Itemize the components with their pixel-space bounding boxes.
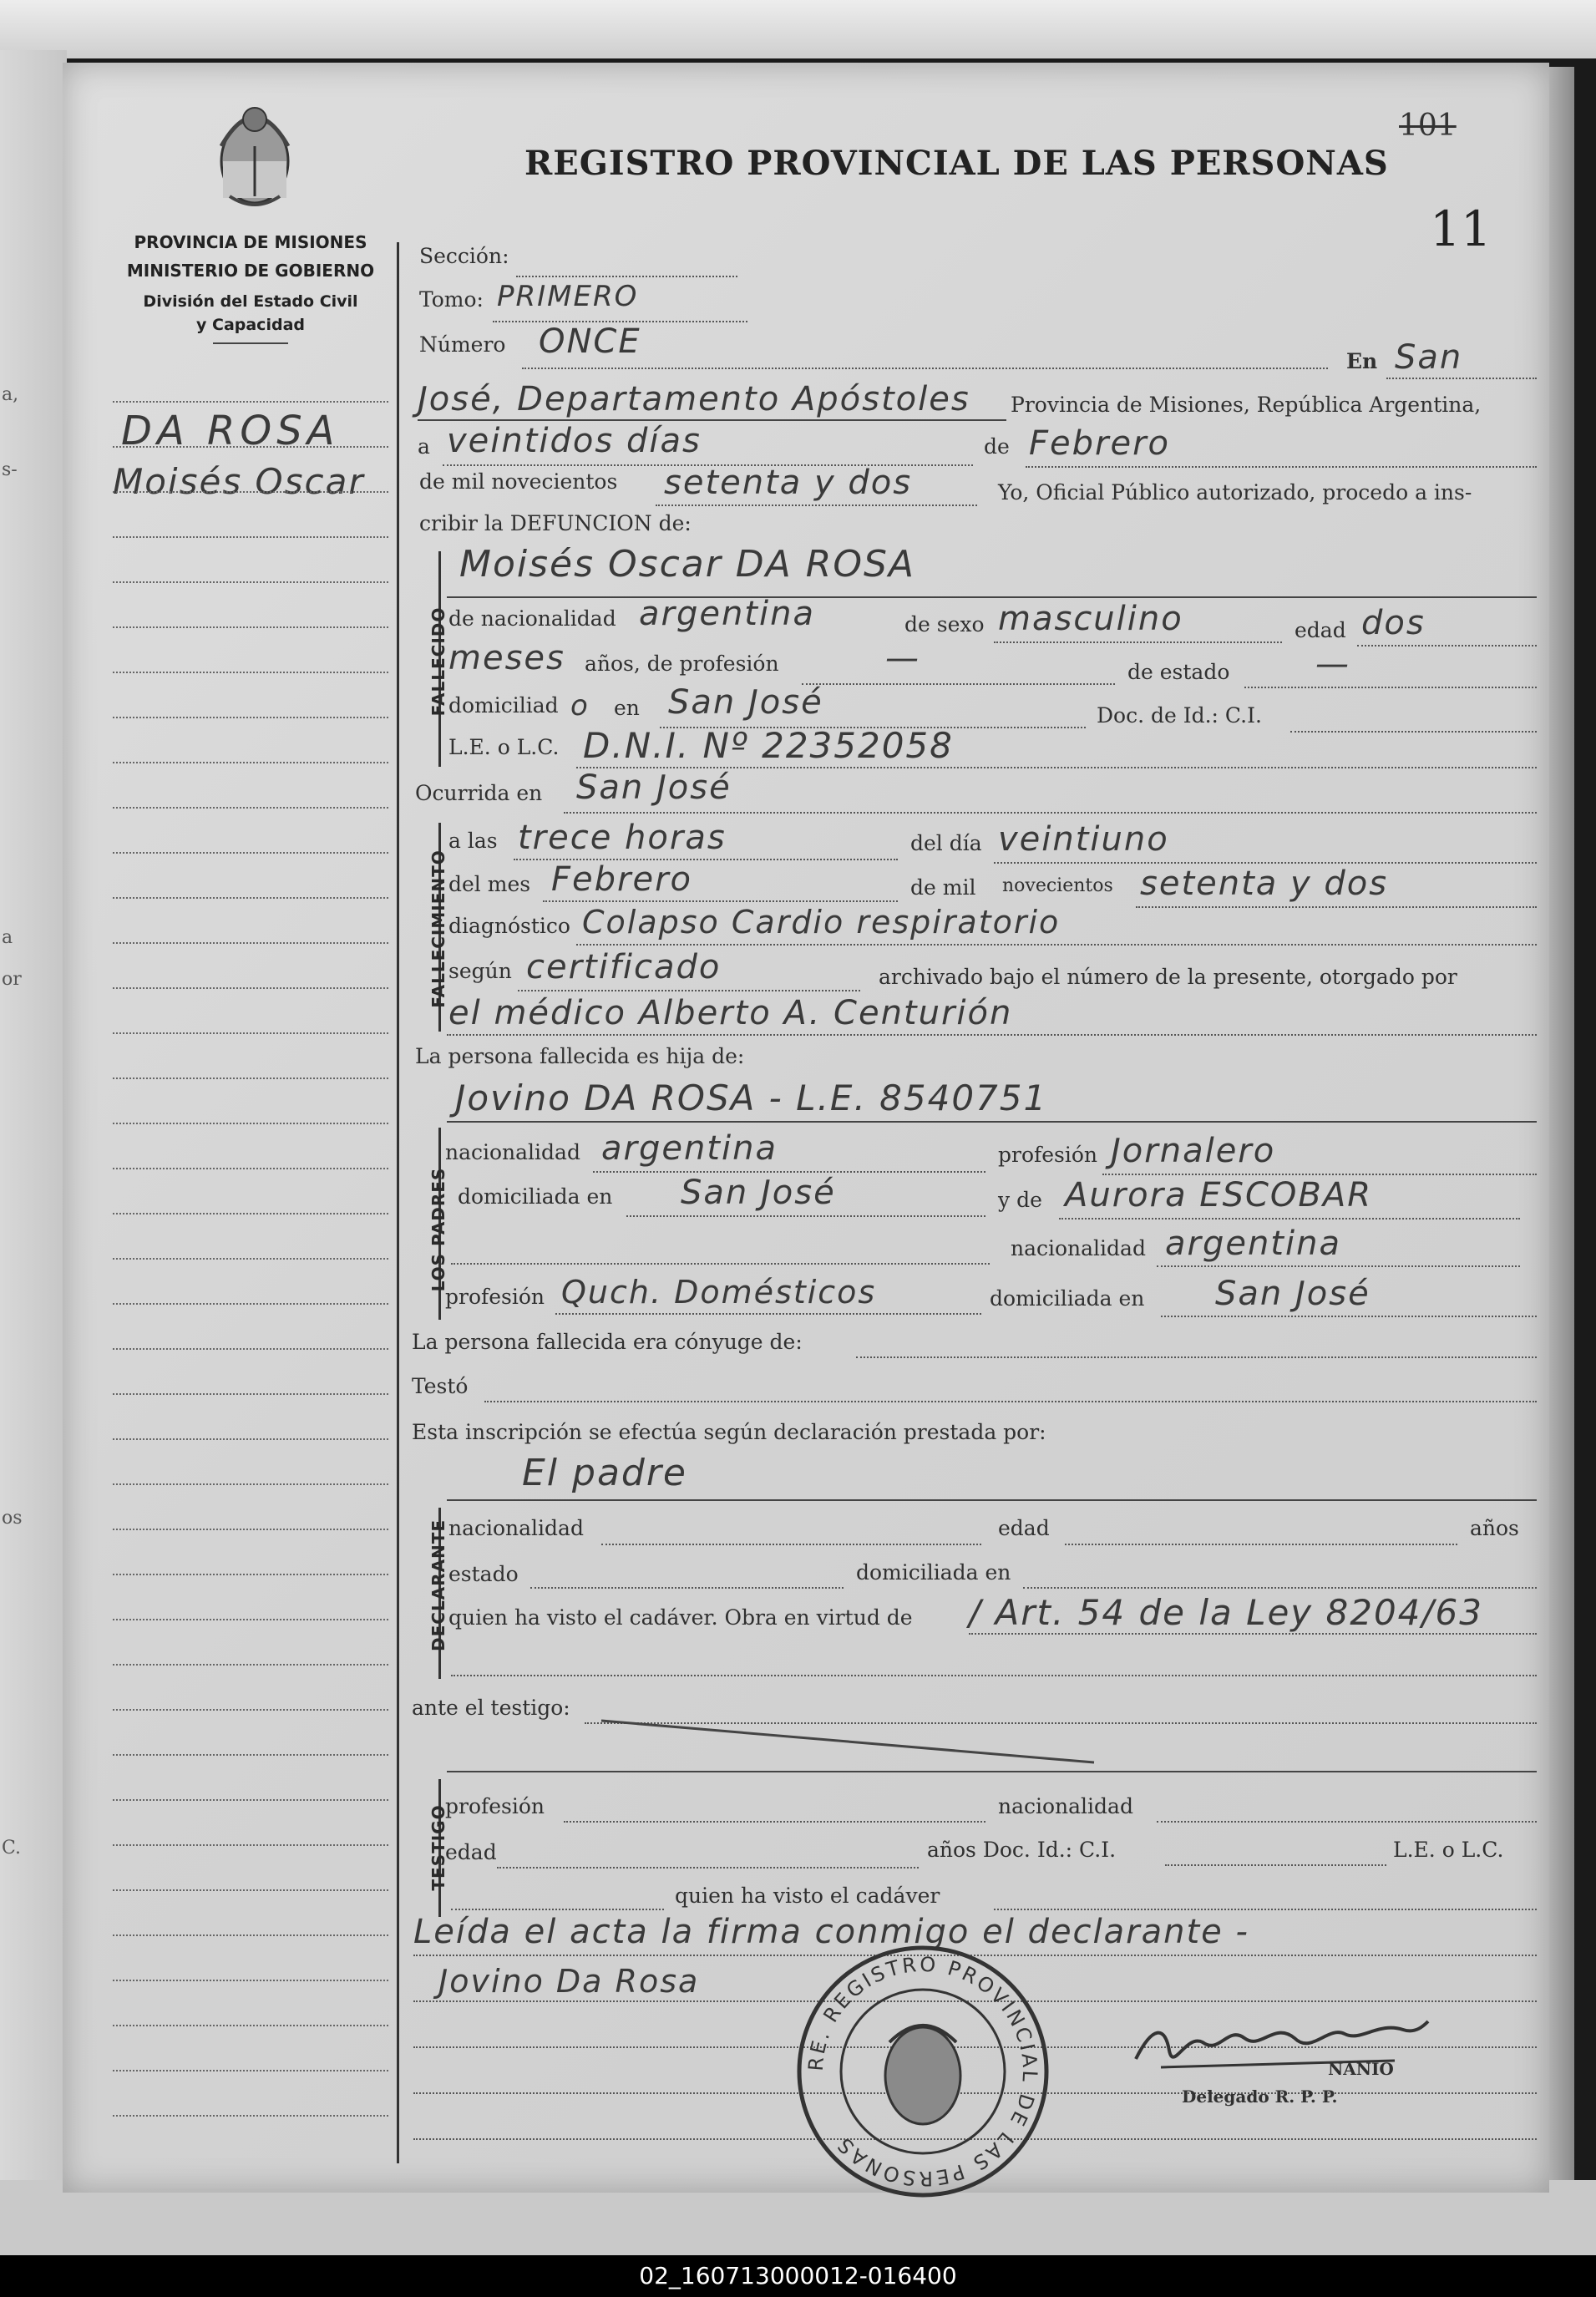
anio-fallec-value: setenta y dos xyxy=(1140,865,1389,903)
margin-ruled-line xyxy=(113,2070,388,2071)
tomo-label: Tomo: xyxy=(419,287,484,312)
margin-ruled-line xyxy=(113,987,388,989)
le-lc-label: L.E. o L.C. xyxy=(448,735,560,759)
seccion-label: Sección: xyxy=(419,244,509,268)
margin-ruled-line xyxy=(113,1889,388,1891)
de-mil-label: de mil novecientos xyxy=(419,469,618,494)
province-name: PROVINCIA DE MISIONES xyxy=(134,232,367,252)
scan-top-edge xyxy=(0,0,1596,58)
oficial-label: Yo, Oficial Público autorizado, procedo a ins- xyxy=(998,480,1472,505)
section-fallecimiento: FALLECIMIENTO xyxy=(428,849,448,1008)
section-fallecido: FALLECIDO xyxy=(428,606,448,717)
sexo-label: de sexo xyxy=(904,612,985,636)
anio-value: setenta y dos xyxy=(664,464,913,502)
margin-ruled-line xyxy=(113,1168,388,1169)
inscripcion-label: Esta inscripción se efectúa según declaración prestada por: xyxy=(412,1420,1046,1444)
a-label: a xyxy=(418,434,430,459)
margin-ruled-line xyxy=(113,626,388,628)
numero-label: Número xyxy=(419,332,506,357)
page-title: REGISTRO PROVINCIAL DE LAS PERSONAS xyxy=(524,144,1389,183)
ante-testigo-label: ante el testigo: xyxy=(412,1696,570,1720)
anos-profesion-label: años, de profesión xyxy=(585,652,779,676)
ocurrida-value: San José xyxy=(576,768,732,807)
declarante-edad-label: edad xyxy=(998,1516,1050,1540)
margin-ruled-line xyxy=(113,1844,388,1846)
section-declarante: DECLARANTE xyxy=(428,1519,448,1651)
domiciliad-suffix: o xyxy=(570,689,590,723)
left-page-fragment: s- xyxy=(2,459,18,480)
domiciliad-label: domiciliad xyxy=(448,693,559,717)
margin-ruled-line xyxy=(113,1709,388,1711)
testigo-anos-doc-label: años Doc. Id.: C.I. xyxy=(927,1838,1117,1862)
margin-ruled-line xyxy=(113,762,388,763)
margin-ruled-line xyxy=(113,1303,388,1305)
margin-ruled-line xyxy=(113,807,388,809)
cribir-label: cribir la DEFUNCION de: xyxy=(419,511,692,535)
margin-ruled-line xyxy=(113,2115,388,2117)
en-label: En xyxy=(1346,349,1378,373)
signer-name: NANIO xyxy=(1328,2059,1394,2079)
diagnostico-label: diagnóstico xyxy=(448,914,570,938)
deceased-name: Moisés Oscar DA ROSA xyxy=(459,543,915,586)
margin-ruled-line xyxy=(113,1032,388,1034)
margin-ruled-line xyxy=(113,401,388,403)
diagnostico-value: Colapso Cardio respiratorio xyxy=(582,904,1061,941)
hija-de-label: La persona fallecida es hija de: xyxy=(415,1044,745,1068)
y-de-label: y de xyxy=(998,1188,1042,1212)
margin-ruled-line xyxy=(113,1348,388,1350)
declarante-anos-label: años xyxy=(1470,1516,1519,1540)
margin-ruled-line xyxy=(113,942,388,944)
en-place-value: San xyxy=(1395,338,1463,377)
madre-value: Aurora ESCOBAR xyxy=(1065,1176,1372,1214)
edad-value: dos xyxy=(1361,604,1426,642)
madre-domicilio-value: San José xyxy=(1215,1275,1371,1313)
padre-domicilio-label: domiciliada en xyxy=(458,1184,613,1209)
tomo-value: PRIMERO xyxy=(497,280,639,313)
obra-virtud-value: / Art. 54 de la Ley 8204/63 xyxy=(969,1592,1483,1633)
padre-value: Jovino DA ROSA - L.E. 8540751 xyxy=(455,1078,1048,1118)
margin-ruled-line xyxy=(113,672,388,673)
margin-ruled-line xyxy=(113,852,388,854)
de-label: de xyxy=(984,434,1010,459)
margin-ruled-line xyxy=(113,1664,388,1666)
domicilio-en-label: en xyxy=(614,696,640,720)
padre-nacionalidad-value: argentina xyxy=(601,1129,778,1168)
margin-ruled-line xyxy=(113,1619,388,1620)
dni-value: D.N.I. Nº 22352058 xyxy=(583,725,954,766)
estado-value: — xyxy=(1315,645,1350,683)
madre-profesion-value: Quch. Domésticos xyxy=(561,1274,877,1311)
testigo-profesion-label: profesión xyxy=(445,1794,545,1818)
margin-ruled-line xyxy=(113,1574,388,1575)
doc-id-label: Doc. de Id.: C.I. xyxy=(1097,703,1262,728)
left-page-fragment: os xyxy=(2,1508,23,1529)
page-number: 11 xyxy=(1430,200,1492,257)
segun-value: certificado xyxy=(526,948,722,986)
testigo-edad-label: edad xyxy=(445,1840,497,1864)
closing-line-1: Leída el acta la firma conmigo el declarante - xyxy=(413,1913,1249,1951)
padre-profesion-label: profesión xyxy=(998,1143,1098,1167)
margin-ruled-line xyxy=(113,2025,388,2026)
signer-title: Delegado R. P. P. xyxy=(1182,2087,1338,2107)
margin-ruled-line xyxy=(113,1078,388,1079)
del-mes-label: del mes xyxy=(448,872,531,896)
madre-profesion-label: profesión xyxy=(445,1285,545,1309)
numero-value: ONCE xyxy=(539,322,641,361)
declarante-nacionalidad-label: nacionalidad xyxy=(448,1516,584,1540)
declarante-domiciliada-label: domiciliada en xyxy=(856,1560,1011,1585)
madre-nacionalidad-value: argentina xyxy=(1165,1225,1341,1263)
estado-label: de estado xyxy=(1127,660,1230,684)
margin-ruled-line xyxy=(113,1483,388,1485)
margin-ruled-line xyxy=(113,536,388,538)
margin-ruled-line xyxy=(113,1754,388,1756)
a-las-label: a las xyxy=(448,829,498,853)
margin-given-names: Moisés Oscar xyxy=(113,461,365,502)
closing-line-2: Jovino Da Rosa xyxy=(438,1963,700,2000)
testigo-nacionalidad-label: nacionalidad xyxy=(998,1794,1133,1818)
margin-ruled-line xyxy=(113,1980,388,1981)
section-los-padres: LOS PADRES xyxy=(428,1167,448,1292)
mes-value: Febrero xyxy=(1029,424,1170,463)
margin-ruled-line xyxy=(113,446,388,448)
margin-ruled-line xyxy=(113,1213,388,1214)
margin-ruled-line xyxy=(113,717,388,718)
archivado-label: archivado bajo el número de la presente, otorgado por xyxy=(879,965,1457,989)
left-page-fragment: C. xyxy=(2,1838,22,1858)
place-value: José, Departamento Apóstoles xyxy=(418,380,970,418)
margin-ruled-line xyxy=(113,897,388,899)
sexo-value: masculino xyxy=(998,600,1183,638)
quien-visto-label: quien ha visto el cadáver. Obra en virtud de xyxy=(448,1605,913,1630)
left-facing-page xyxy=(0,50,67,2180)
mes-fallec-value: Febrero xyxy=(551,860,692,899)
padre-profesion-value: Jornalero xyxy=(1111,1132,1276,1170)
medico-value: el médico Alberto A. Centurión xyxy=(448,994,1013,1032)
struck-page-number: 101 xyxy=(1399,109,1457,143)
margin-ruled-line xyxy=(113,1799,388,1801)
margin-ruled-line xyxy=(113,1529,388,1530)
nacionalidad-label: de nacionalidad xyxy=(448,606,616,631)
madre-nacionalidad-label: nacionalidad xyxy=(1011,1236,1146,1260)
novecientos-label: novecientos xyxy=(1002,875,1113,896)
left-page-fragment: a xyxy=(2,927,13,948)
domicilio-value: San José xyxy=(668,683,823,722)
nacionalidad-value: argentina xyxy=(639,595,815,633)
hora-value: trece horas xyxy=(518,819,727,857)
conyuge-label: La persona fallecida era cónyuge de: xyxy=(412,1330,803,1354)
testo-label: Testó xyxy=(412,1374,469,1398)
file-code-bar: 02_160713000012-016400 xyxy=(0,2255,1596,2297)
edad-unit-value: meses xyxy=(448,639,565,677)
dia-value: veintidos días xyxy=(447,422,702,460)
edad-label: edad xyxy=(1295,618,1346,642)
ocurrida-label: Ocurrida en xyxy=(415,781,543,805)
margin-ruled-line xyxy=(113,1934,388,1936)
declarante-estado-label: estado xyxy=(448,1562,519,1586)
margin-surname: DA ROSA xyxy=(121,408,340,454)
margin-ruled-line xyxy=(113,1393,388,1395)
section-testigo: TESTIGO xyxy=(428,1804,448,1891)
del-dia-label: del día xyxy=(910,831,982,855)
official-stamp-icon xyxy=(793,1942,1052,2201)
padre-nacionalidad-label: nacionalidad xyxy=(445,1140,580,1164)
left-page-fragment: a, xyxy=(2,384,19,405)
margin-ruled-line xyxy=(113,1123,388,1124)
dia-fallec-value: veintiuno xyxy=(998,820,1169,859)
margin-ruled-line xyxy=(113,1438,388,1440)
ministry-name: MINISTERIO DE GOBIERNO xyxy=(126,261,375,281)
left-page-fragment: or xyxy=(2,969,22,990)
profesion-value: — xyxy=(885,639,920,677)
division-subname: y Capacidad xyxy=(196,316,305,334)
margin-ruled-line xyxy=(113,1258,388,1260)
de-mil-fallec-label: de mil xyxy=(910,875,976,900)
declarante-value: El padre xyxy=(522,1452,687,1494)
stamp-text: RE. REGISTRO PROVINCIAL DE LAS PERSONAS xyxy=(803,1952,1042,2191)
coat-of-arms-icon xyxy=(209,96,301,213)
madre-domicilio-label: domiciliada en xyxy=(990,1286,1145,1311)
margin-ruled-line xyxy=(113,581,388,583)
quien-visto-cadaver-label: quien ha visto el cadáver xyxy=(675,1884,940,1908)
margin-ruled-line xyxy=(113,491,388,493)
segun-label: según xyxy=(448,959,512,983)
testigo-le-lc-label: L.E. o L.C. xyxy=(1393,1838,1504,1862)
padre-domicilio-value: San José xyxy=(681,1174,836,1212)
provincia-label: Provincia de Misiones, República Argentina, xyxy=(1011,393,1482,417)
division-name: División del Estado Civil xyxy=(143,292,358,311)
